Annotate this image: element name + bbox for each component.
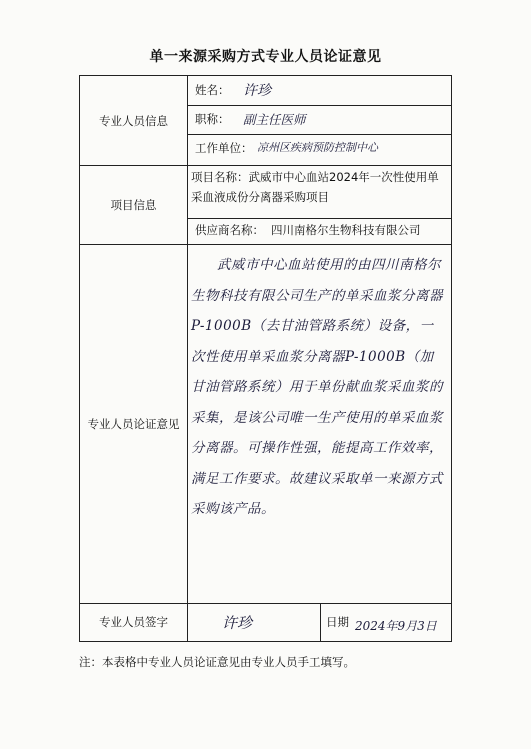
signature-label: 专业人员签字 bbox=[99, 615, 168, 629]
form-title: 单一来源采购方式专业人员论证意见 bbox=[149, 49, 382, 65]
unit-label: 工作单位： bbox=[195, 141, 253, 155]
date-label: 日期 bbox=[326, 615, 349, 629]
supplier-label: 供应商名称： bbox=[195, 223, 264, 237]
column-divider bbox=[187, 76, 188, 641]
opinion-text: 武威市中心血站使用的由四川南格尔生物科技有限公司生产的单采血浆分离器P-1000B（去甘油管路系统）设备，一次性使用单采血浆分离器P-1000B（加甘油管路系统）用于单份献血浆采血浆的采集，是该公司唯一生产使用的单采血浆分离器。可操作性强，能提高工作效率，满足工作要求。故建议采取单一来源方式采购该产品。 bbox=[191, 257, 443, 517]
opinion-label: 专业人员论证意见 bbox=[87, 416, 180, 431]
supplier-value: 四川南格尔生物科技有限公司 bbox=[271, 223, 421, 237]
date-value: 2024年9月3日 bbox=[355, 619, 437, 633]
signature-value: 许珍 bbox=[222, 614, 253, 632]
signature-divider bbox=[320, 603, 321, 641]
expert-info-label: 专业人员信息 bbox=[99, 113, 168, 128]
name-value: 许珍 bbox=[243, 83, 271, 99]
project-name: 项目名称：武威市中心血站2024年一次性使用单采血液成份分离器采购项目 bbox=[191, 170, 439, 204]
project-info-label: 项目信息 bbox=[110, 197, 157, 212]
unit-value: 凉州区疾病预防控制中心 bbox=[257, 141, 378, 154]
footnote: 注：本表格中专业人员论证意见由专业人员手工填写。 bbox=[79, 655, 355, 669]
title-value: 副主任医师 bbox=[243, 112, 306, 127]
title-label: 职称： bbox=[195, 112, 230, 126]
name-label: 姓名： bbox=[195, 83, 230, 97]
